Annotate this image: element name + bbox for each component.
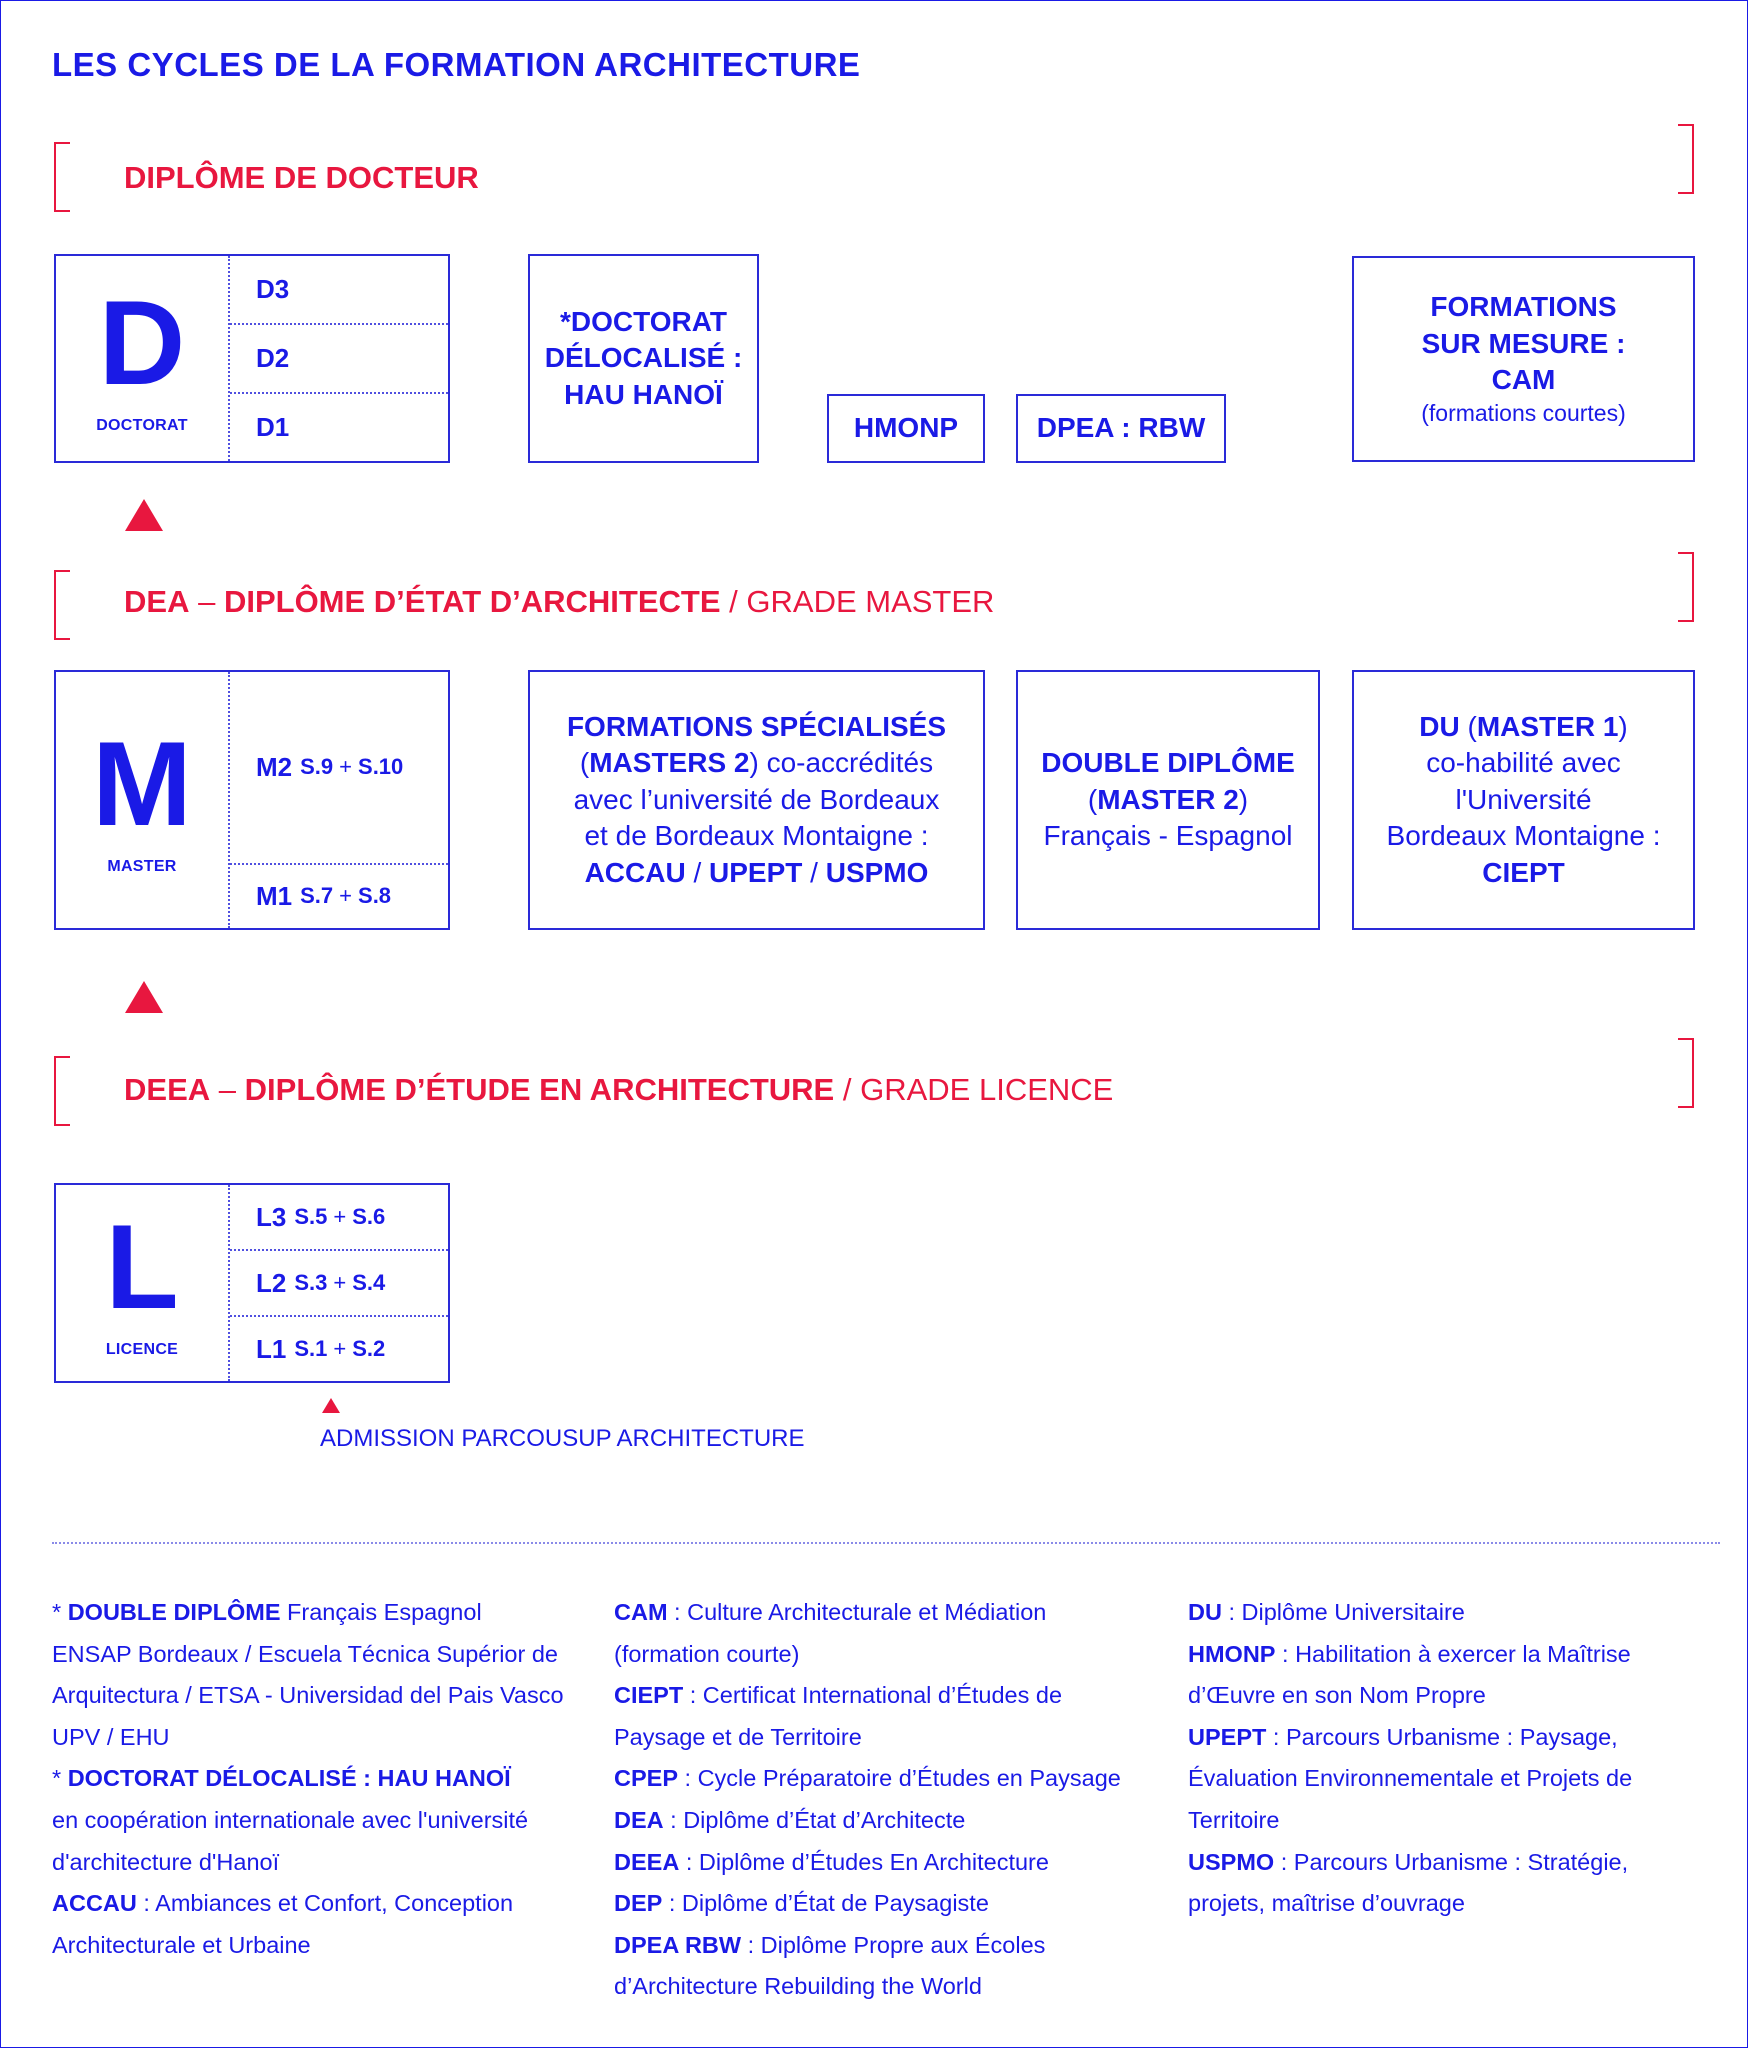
asterisk: *	[52, 1599, 68, 1625]
glossary-entry-accau	[52, 1883, 612, 1925]
doctorat-letter: D	[98, 275, 186, 410]
year-label: L3	[256, 1201, 287, 1232]
glossary-definition: : Habilitation à exercer la Maîtrise	[1275, 1640, 1631, 1667]
glossary-entry-deea	[614, 1842, 1174, 1884]
semester-label: S.2	[352, 1336, 386, 1361]
bracket-left-deea	[54, 1056, 70, 1126]
slash: /	[802, 856, 826, 888]
box-line: et de Bordeaux Montaigne :	[584, 820, 929, 852]
box-line: avec l’université de Bordeaux	[573, 783, 940, 815]
glossary-definition: : Certificat International d’Études de	[683, 1682, 1063, 1709]
glossary-entry-cpep	[614, 1758, 1174, 1800]
doctorat-cycle-box	[54, 254, 450, 463]
paren: )	[1618, 711, 1628, 743]
glossary-entry-cam	[614, 1592, 1174, 1634]
glossary-line: d'architecture d'Hanoï	[52, 1848, 280, 1875]
glossary-term: ACCAU	[52, 1890, 137, 1917]
semester-label: S.10	[358, 754, 404, 780]
year-label: M1	[256, 880, 293, 911]
du-box	[1352, 670, 1695, 930]
formations-specialisees-box	[528, 670, 985, 930]
glossary-column-3	[1188, 1592, 1728, 1925]
glossary-line: projets, maîtrise d’ouvrage	[1188, 1890, 1465, 1917]
master-2-label: MASTER 2	[1097, 783, 1239, 815]
year-row-m2	[230, 672, 448, 865]
glossary-line: Architecturale et Urbaine	[52, 1931, 311, 1958]
section-dash: –	[218, 1072, 237, 1107]
box-line	[1419, 709, 1627, 745]
licence-letter: L	[105, 1200, 179, 1334]
doctorat-letter-cell	[56, 256, 230, 461]
box-line: HAU HANOÏ	[564, 378, 723, 410]
semester-label: S.3	[294, 1270, 328, 1295]
section-dea-grade: GRADE MASTER	[746, 584, 995, 619]
semester-label: S.7	[300, 883, 334, 909]
section-slash: /	[729, 584, 738, 619]
semester-label: S.6	[352, 1204, 386, 1229]
glossary-term: USPMO	[1188, 1848, 1275, 1875]
glossary-term: DOCTORAT DÉLOCALISÉ : HAU HANOÏ	[67, 1765, 511, 1792]
glossary-entry-doctorat-delocalise	[52, 1758, 612, 1800]
licence-label: LICENCE	[105, 1341, 179, 1358]
upept-label: UPEPT	[709, 856, 803, 888]
glossary-term: UPEPT	[1188, 1723, 1267, 1750]
box-line: CIEPT	[1482, 856, 1565, 888]
year-row-d1	[230, 394, 448, 461]
bracket-right-deea	[1678, 1038, 1694, 1108]
uspmo-label: USPMO	[825, 856, 929, 888]
glossary-term: CPEP	[614, 1765, 678, 1792]
glossary-term: DOUBLE DIPLÔME	[67, 1599, 281, 1625]
hmonp-label: HMONP	[853, 412, 959, 444]
box-line: DOUBLE DIPLÔME	[1041, 747, 1295, 779]
section-slash: /	[842, 1072, 852, 1107]
year-row-m1	[230, 865, 448, 929]
glossary-definition: : Culture Architecturale et Médiation	[667, 1599, 1047, 1625]
doctorat-years	[230, 256, 448, 461]
section-dash: –	[198, 584, 216, 619]
year-label: L2	[256, 1267, 287, 1298]
glossary-column-1	[52, 1592, 612, 1966]
slash: /	[685, 856, 710, 888]
glossary-line: Évaluation Environnementale et Projets de	[1188, 1765, 1633, 1792]
admission-label: ADMISSION PARCOUSUP ARCHITECTURE	[320, 1425, 805, 1452]
plus-sign: +	[333, 1270, 347, 1295]
paren: )	[749, 747, 759, 779]
glossary-line: en coopération internationale avec l'université	[52, 1806, 529, 1833]
glossary-entry-upept	[1188, 1717, 1728, 1759]
glossary-definition: : Diplôme d’Études En Architecture	[679, 1848, 1049, 1875]
bracket-left-doctor	[54, 142, 70, 212]
glossary-definition: : Diplôme d’État d’Architecte	[663, 1806, 966, 1833]
glossary-term: DEA	[614, 1806, 664, 1833]
paren: (	[579, 747, 590, 779]
box-line: *DOCTORAT	[560, 305, 727, 337]
plus-sign: +	[339, 754, 353, 780]
arrow-up-triangle	[125, 499, 163, 531]
bracket-right-doctor	[1678, 124, 1694, 194]
glossary-entry-du	[1188, 1592, 1728, 1634]
section-title-dea	[124, 584, 994, 620]
year-row-d2	[230, 325, 448, 394]
year-label: L1	[256, 1333, 287, 1364]
semester-label: S.8	[358, 883, 392, 909]
admission-arrow-triangle	[322, 1398, 340, 1413]
glossary-term: DU	[1188, 1599, 1222, 1625]
box-text: co-accrédités	[758, 747, 934, 779]
glossary-line: (formation courte)	[614, 1640, 800, 1667]
section-dea-label: DIPLÔME D’ÉTAT D’ARCHITECTE	[223, 584, 721, 619]
glossary-definition: : Parcours Urbanisme : Paysage,	[1266, 1723, 1618, 1750]
glossary-definition: : Diplôme d’État de Paysagiste	[662, 1890, 989, 1917]
year-label: D1	[256, 412, 290, 442]
glossary-line: Territoire	[1188, 1806, 1280, 1833]
glossary-definition: : Parcours Urbanisme : Stratégie,	[1274, 1848, 1629, 1875]
accau-label: ACCAU	[584, 856, 686, 888]
section-deea-grade: GRADE LICENCE	[860, 1072, 1114, 1107]
masters-2-label: MASTERS 2	[589, 747, 750, 779]
formations-sur-mesure-box	[1352, 256, 1695, 462]
asterisk: *	[52, 1765, 68, 1792]
glossary-line: UPV / EHU	[52, 1723, 170, 1750]
semester-label: S.1	[294, 1336, 328, 1361]
box-line: Français - Espagnol	[1043, 820, 1293, 852]
glossary-definition: : Ambiances et Confort, Conception	[136, 1890, 514, 1917]
master-years	[230, 672, 448, 928]
master-cycle-box	[54, 670, 450, 930]
paren: (	[1459, 711, 1477, 743]
box-line: (formations courtes)	[1421, 399, 1626, 426]
glossary-entry-dpea-rbw	[614, 1925, 1174, 1967]
glossary-term: DPEA RBW	[614, 1931, 742, 1958]
double-diplome-box	[1016, 670, 1320, 930]
box-line: l'Université	[1455, 783, 1592, 815]
year-row-l3	[230, 1185, 448, 1251]
box-line: FORMATIONS	[1430, 291, 1617, 323]
plus-sign: +	[333, 1204, 347, 1229]
glossary-definition: Français Espagnol	[280, 1599, 482, 1625]
section-deea-abbr: DEEA	[124, 1072, 211, 1107]
box-line: co-habilité avec	[1426, 747, 1621, 779]
bracket-right-dea	[1678, 552, 1694, 622]
glossary-term: CIEPT	[614, 1682, 684, 1709]
paren: )	[1238, 783, 1249, 815]
semester-label: S.9	[300, 754, 334, 780]
year-row-l2	[230, 1251, 448, 1317]
du-label: DU	[1419, 711, 1460, 743]
dpea-label: DPEA : RBW	[1036, 412, 1206, 444]
year-row-l1	[230, 1317, 448, 1381]
master-letter-cell	[56, 672, 230, 928]
box-line: FORMATIONS SPÉCIALISÉS	[566, 711, 947, 743]
glossary-entry-ciept	[614, 1675, 1174, 1717]
licence-letter-cell	[56, 1185, 230, 1381]
licence-cycle-box	[54, 1183, 450, 1383]
year-row-d3	[230, 256, 448, 325]
paren: (	[1087, 783, 1098, 815]
section-deea-label: DIPLÔME D’ÉTUDE EN ARCHITECTURE	[244, 1072, 835, 1107]
hmonp-box	[827, 394, 985, 463]
box-line: SUR MESURE :	[1421, 327, 1626, 359]
box-line	[1088, 782, 1248, 818]
arrow-up-triangle	[125, 981, 163, 1013]
section-dea-abbr: DEA	[124, 584, 190, 619]
dotted-separator	[52, 1542, 1720, 1544]
bracket-left-dea	[54, 570, 70, 640]
glossary-line: d’Architecture Rebuilding the World	[614, 1973, 982, 2000]
year-label: M2	[256, 751, 293, 782]
doctorat-label: DOCTORAT	[96, 416, 188, 434]
glossary-entry-dep	[614, 1883, 1174, 1925]
semester-label: S.5	[294, 1204, 328, 1229]
glossary-term: HMONP	[1188, 1640, 1276, 1667]
glossary-line: Paysage et de Territoire	[614, 1723, 862, 1750]
semester-label: S.4	[352, 1270, 386, 1295]
master-label: MASTER	[107, 858, 177, 875]
year-label: D2	[256, 343, 290, 373]
master-1-label: MASTER 1	[1476, 711, 1619, 743]
glossary-term: CAM	[614, 1599, 668, 1625]
box-line	[585, 855, 929, 891]
dpea-box	[1016, 394, 1226, 463]
plus-sign: +	[339, 883, 353, 909]
glossary-column-2	[614, 1592, 1174, 2008]
glossary-line: Arquitectura / ETSA - Universidad del Pais Vasco	[52, 1682, 564, 1709]
glossary-entry-hmonp	[1188, 1634, 1728, 1676]
section-doctor-label: DIPLÔME DE DOCTEUR	[124, 160, 479, 195]
section-title-doctor	[124, 160, 479, 196]
year-label: D3	[256, 274, 290, 304]
box-line: Bordeaux Montaigne :	[1386, 820, 1661, 852]
glossary-definition: : Cycle Préparatoire d’Études en Paysage	[678, 1765, 1121, 1792]
box-line: DÉLOCALISÉ :	[544, 342, 743, 374]
page-title: LES CYCLES DE LA FORMATION ARCHITECTURE	[52, 46, 861, 83]
glossary-definition: : Diplôme Universitaire	[1221, 1599, 1465, 1625]
plus-sign: +	[333, 1336, 347, 1361]
doctorat-delocalise-box	[528, 254, 759, 463]
glossary-entry-double-diplome	[52, 1592, 612, 1634]
glossary-line: ENSAP Bordeaux / Escuela Técnica Supérior de	[52, 1640, 558, 1667]
glossary-entry-uspmo	[1188, 1842, 1728, 1884]
glossary-term: DEP	[614, 1890, 663, 1917]
section-title-deea	[124, 1072, 1113, 1108]
box-line	[580, 745, 933, 781]
licence-years	[230, 1185, 448, 1381]
glossary-definition: : Diplôme Propre aux Écoles	[741, 1931, 1046, 1958]
box-line: CAM	[1491, 364, 1556, 396]
glossary-entry-dea	[614, 1800, 1174, 1842]
glossary-line: d’Œuvre en son Nom Propre	[1188, 1682, 1486, 1709]
glossary-term: DEEA	[614, 1848, 680, 1875]
master-letter: M	[92, 717, 192, 851]
